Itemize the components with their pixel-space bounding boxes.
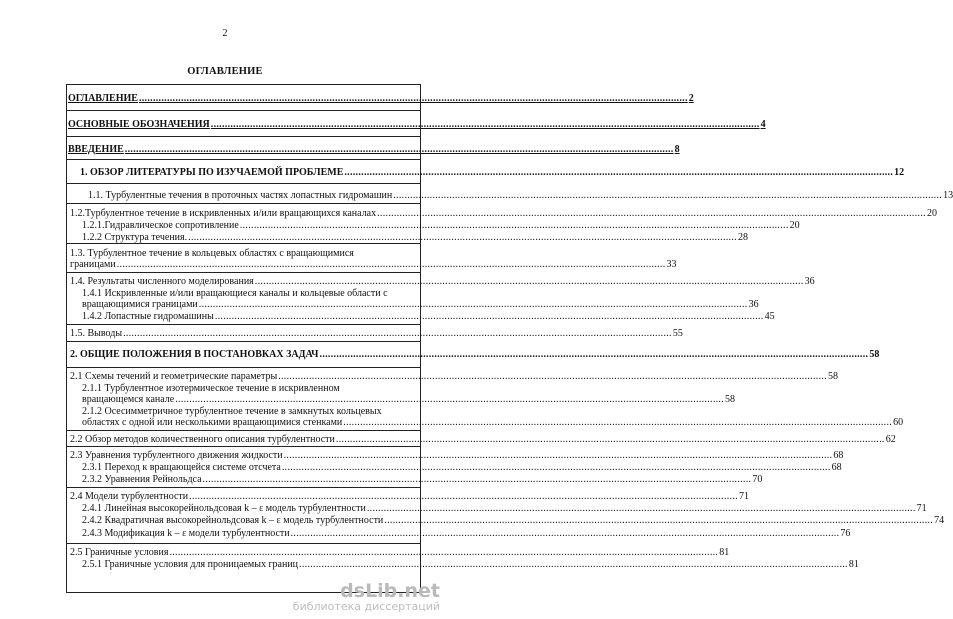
toc-leader-dots: .................................................................................................................................................................................................... (138, 93, 688, 104)
toc-entry-title: ОГЛАВЛЕНИЕ (68, 93, 138, 104)
toc-entry[interactable] (68, 144, 680, 155)
toc-entry-title-line: 2.1.2 Осесимметричное турбулентное течение в замкнутых кольцевых (82, 406, 382, 417)
toc-entry-title: 2.1 Схемы течений и геометрические параметры (70, 371, 278, 382)
row-divider (66, 183, 420, 184)
toc-heading: ОГЛАВЛЕНИЕ (187, 66, 263, 77)
row-divider (66, 324, 420, 325)
toc-entry-title: 2.4.2 Квадратичная высокорейнольдсовая k – ε модель турбулентности (82, 515, 384, 526)
toc-entry-page: 60 (893, 417, 904, 428)
toc-entry[interactable] (82, 515, 945, 526)
toc-entry-page: 71 (916, 503, 927, 514)
toc-leader-dots: .................................................................................................................................................................................................... (189, 491, 738, 502)
toc-entry-page: 8 (674, 144, 680, 155)
toc-entry-title: 2.3 Уравнения турбулентного движения жидкости (70, 450, 283, 461)
toc-entry-title: вращающемся канале (82, 394, 175, 405)
toc-entry-title: 1.2.1.Гидравлическое сопротивление (82, 220, 239, 231)
toc-leader-dots: .................................................................................................................................................................................................... (169, 547, 719, 558)
toc-leader-dots: .................................................................................................................................................................................................... (124, 144, 674, 155)
watermark-subtitle: библиотека диссертаций (292, 600, 440, 613)
toc-entry-title: 2.2 Обзор методов количественного описания турбулентности (70, 434, 335, 445)
toc-leader-dots: .................................................................................................................................................................................................... (384, 515, 934, 526)
toc-entry-title: 2.4 Модели турбулентности (70, 491, 189, 502)
row-divider (66, 367, 420, 368)
toc-entry-page: 76 (840, 528, 851, 539)
toc-entry-page: 12 (894, 167, 905, 178)
toc-entry-title: 1.2.Турбулентное течение в искривленных и/или вращающихся каналах (70, 208, 377, 219)
toc-entry-title: 2. ОБЩИЕ ПОЛОЖЕНИЯ В ПОСТАНОВКАХ ЗАДАЧ (70, 349, 319, 360)
toc-entry-page: 20 (789, 220, 800, 231)
row-divider (66, 84, 420, 85)
toc-leader-dots: .................................................................................................................................................................................................... (366, 503, 916, 514)
toc-entry[interactable] (82, 417, 904, 428)
toc-entry[interactable] (82, 559, 859, 570)
toc-entry-page: 28 (737, 232, 748, 243)
toc-entry[interactable] (82, 232, 748, 243)
toc-entry-title: 1.4.2 Лопастные гидромашины (82, 311, 214, 322)
toc-entry[interactable] (82, 503, 927, 514)
toc-leader-dots: .................................................................................................................................................................................................... (281, 462, 831, 473)
toc-entry[interactable] (88, 190, 953, 201)
toc-leader-dots: .................................................................................................................................................................................................... (210, 119, 760, 130)
toc-entry-title-line: 2.1.1 Турбулентное изотермическое течение в искривленном (82, 383, 340, 394)
toc-entry[interactable] (82, 311, 775, 322)
toc-entry-page: 70 (752, 474, 763, 485)
toc-entry[interactable] (70, 547, 730, 558)
toc-leader-dots: .................................................................................................................................................................................................... (344, 167, 894, 178)
row-divider (66, 203, 420, 204)
table-left-border (66, 84, 67, 592)
toc-entry-page: 55 (672, 328, 683, 339)
toc-entry[interactable] (70, 450, 844, 461)
toc-entry-title: 1.5. Выводы (70, 328, 123, 339)
toc-entry-page: 58 (828, 371, 838, 382)
watermark (293, 581, 440, 613)
toc-entry-page: 36 (804, 276, 815, 287)
toc-entry-title-line: 1.3. Турбулентное течение в кольцевых областях с вращающимися (70, 248, 354, 259)
row-divider (66, 243, 420, 244)
toc-entry-title: 2.3.1 Переход к вращающейся системе отсчета (82, 462, 281, 473)
toc-entry-title: ВВЕДЕНИЕ (68, 144, 124, 155)
toc-entry[interactable] (70, 276, 815, 287)
page-number: 2 (222, 28, 228, 39)
toc-entry[interactable] (70, 349, 880, 360)
toc-entry[interactable] (82, 528, 851, 539)
toc-leader-dots: .................................................................................................................................................................................................... (299, 559, 848, 570)
toc-leader-dots: .................................................................................................................................................................................................... (239, 220, 789, 231)
row-divider (66, 159, 420, 160)
toc-entry[interactable] (82, 394, 736, 405)
toc-entry-title: 2.4.1 Линейная высокорейнольдсовая k – ε модель турбулентности (82, 503, 366, 514)
toc-leader-dots: .................................................................................................................................................................................................... (335, 434, 885, 445)
toc-leader-dots: .................................................................................................................................................................................................... (254, 276, 804, 287)
toc-leader-dots: .................................................................................................................................................................................................... (123, 328, 672, 339)
toc-entry[interactable] (70, 259, 677, 270)
toc-leader-dots: .................................................................................................................................................................................................... (343, 417, 893, 428)
toc-entry-title: 1.1. Турбулентные течения в проточных частях лопастных гидромашин (88, 190, 393, 201)
toc-entry[interactable] (70, 491, 749, 502)
toc-leader-dots: .................................................................................................................................................................................................... (202, 474, 752, 485)
toc-entry[interactable] (68, 93, 694, 104)
row-divider (66, 136, 420, 137)
row-divider (66, 446, 420, 447)
toc-entry-page: 58 (869, 349, 880, 360)
row-divider (66, 341, 420, 342)
toc-entry-page: 13 (943, 190, 953, 201)
toc-entry-page: 62 (885, 434, 896, 445)
toc-leader-dots: .................................................................................................................................................................................................... (116, 259, 666, 270)
toc-entry-title: областях с одной или несколькими вращающимися стенками (82, 417, 343, 428)
toc-entry-title: границами (70, 259, 116, 270)
toc-entry[interactable] (70, 371, 838, 382)
row-divider (66, 543, 420, 544)
toc-leader-dots: .................................................................................................................................................................................................... (188, 232, 737, 243)
toc-leader-dots: .................................................................................................................................................................................................... (214, 311, 764, 322)
toc-entry-title: 2.3.2 Уравнения Рейнольдса (82, 474, 202, 485)
toc-leader-dots: .................................................................................................................................................................................................... (393, 190, 943, 201)
toc-leader-dots: .................................................................................................................................................................................................... (175, 394, 725, 405)
toc-leader-dots: .................................................................................................................................................................................................... (278, 371, 827, 382)
toc-entry-title: 2.5 Граничные условия (70, 547, 169, 558)
toc-entry-title: 1. ОБЗОР ЛИТЕРАТУРЫ ПО ИЗУЧАЕМОЙ ПРОБЛЕМЕ (80, 167, 344, 178)
toc-entry-title: 1.4. Результаты численного моделирования (70, 276, 254, 287)
row-divider (66, 487, 420, 488)
toc-entry-page: 36 (748, 299, 759, 310)
watermark-brand: dsLib.net (340, 580, 440, 602)
toc-entry-page: 68 (833, 450, 844, 461)
toc-leader-dots: .................................................................................................................................................................................................... (290, 528, 840, 539)
toc-entry-title: 2.4.3 Модификация k – ε модели турбулентности (82, 528, 290, 539)
toc-entry[interactable] (68, 119, 766, 130)
toc-entry[interactable] (82, 474, 763, 485)
toc-entry-page: 4 (760, 119, 766, 130)
toc-leader-dots: .................................................................................................................................................................................................... (283, 450, 833, 461)
toc-entry-page: 71 (738, 491, 749, 502)
toc-entry-title: 1.2.2 Структура течения. (82, 232, 188, 243)
toc-entry[interactable] (82, 299, 759, 310)
toc-entry-title: ОСНОВНЫЕ ОБОЗНАЧЕНИЯ (68, 119, 210, 130)
toc-entry-page: 81 (848, 559, 859, 570)
toc-entry-page: 33 (666, 259, 677, 270)
toc-entry[interactable] (70, 328, 683, 339)
toc-leader-dots: .................................................................................................................................................................................................... (319, 349, 869, 360)
toc-entry-page: 58 (725, 394, 736, 405)
toc-entry[interactable] (80, 167, 905, 178)
toc-entry[interactable] (82, 220, 800, 231)
toc-entry-title: вращающимися границами (82, 299, 198, 310)
toc-entry-title: 2.5.1 Граничные условия для проницаемых границ (82, 559, 299, 570)
toc-entry-page: 45 (764, 311, 775, 322)
row-divider (66, 272, 420, 273)
toc-entry-title-line: 1.4.1 Искривленные и/или вращающиеся каналы и кольцевые области с (82, 288, 388, 299)
toc-leader-dots: .................................................................................................................................................................................................... (198, 299, 748, 310)
row-divider (66, 430, 420, 431)
toc-entry[interactable] (70, 434, 896, 445)
toc-entry-page: 68 (831, 462, 842, 473)
toc-entry-page: 74 (934, 515, 945, 526)
row-divider (66, 110, 420, 111)
toc-entry-page: 81 (719, 547, 730, 558)
toc-entry-page: 2 (688, 93, 694, 104)
toc-entry[interactable] (70, 208, 937, 219)
toc-entry[interactable] (82, 462, 842, 473)
toc-entry-page: 20 (926, 208, 937, 219)
toc-leader-dots: .................................................................................................................................................................................................... (377, 208, 926, 219)
